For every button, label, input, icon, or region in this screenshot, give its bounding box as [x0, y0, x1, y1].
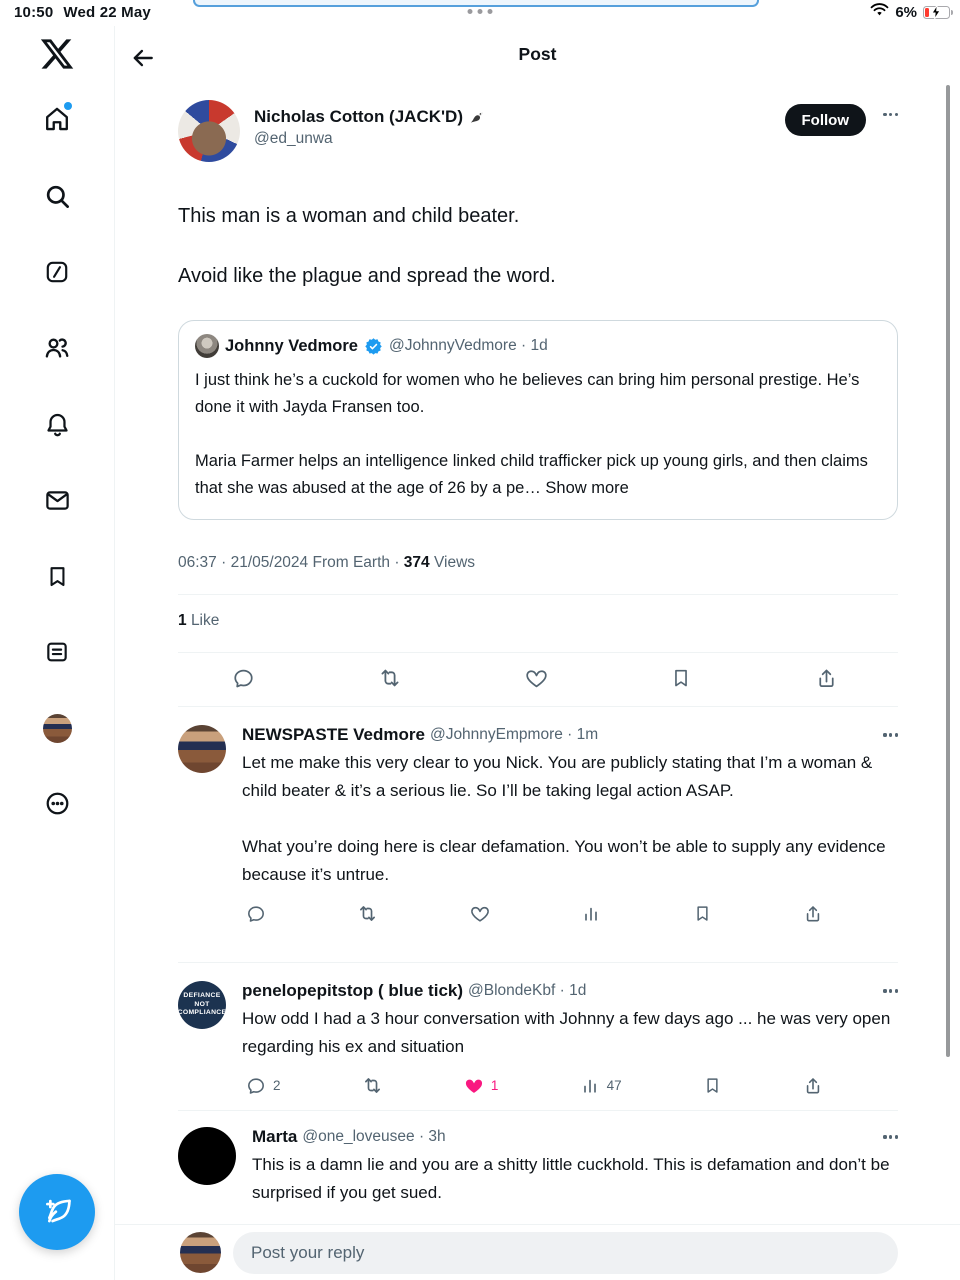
repost-button[interactable] — [374, 662, 406, 694]
reply-tweet[interactable] — [178, 981, 898, 1100]
divider — [178, 652, 898, 653]
follow-button[interactable]: Follow — [785, 104, 867, 136]
reply-author-handle[interactable]: @BlondeKbf · 1d — [468, 982, 587, 999]
tweet-author-avatar[interactable] — [178, 100, 240, 162]
composer-avatar — [180, 1232, 221, 1273]
tweet-action-bar — [178, 662, 898, 694]
share-button[interactable] — [799, 899, 827, 928]
tweet-meta-row: 06:37 · 21/05/2024 From Earth · 374 Views — [178, 554, 476, 571]
reply-button[interactable] — [242, 899, 270, 928]
quoted-text-para2[interactable]: Maria Farmer helps an intelligence linked child trafficker pick up young girls, and then claims that she was abused at the age of 26 by a pe… Show more — [195, 452, 868, 497]
share-button[interactable] — [799, 1071, 827, 1100]
composer-field[interactable] — [233, 1232, 898, 1274]
tweet-text-line1: This man is a woman and child beater. — [178, 205, 520, 227]
multitasking-handle[interactable] — [468, 9, 493, 14]
profile-avatar — [43, 714, 72, 743]
reply-author-name[interactable]: penelopepitstop ( blue tick) — [242, 981, 464, 1000]
battery-icon — [923, 6, 950, 19]
status-date: Wed 22 May — [63, 4, 151, 21]
sidebar-item-grok[interactable] — [32, 247, 82, 297]
quoted-tweet-card[interactable] — [178, 320, 898, 520]
tweet-author-handle[interactable]: @ed_unwa — [254, 130, 333, 147]
sidebar-item-profile[interactable] — [32, 703, 82, 753]
tweet-time: 06:37 — [178, 554, 217, 571]
compose-feather-icon — [40, 1195, 74, 1229]
reply-author-avatar[interactable] — [178, 725, 226, 773]
tweet-date-source: 21/05/2024 From Earth — [230, 554, 390, 571]
like-button[interactable] — [466, 899, 494, 928]
bookmark-button[interactable] — [666, 662, 696, 694]
quoted-text-para1: I just think he’s a cuckold for women who he believes can bring him personal prestige. He’s done it with Jayda Fransen too. — [195, 371, 860, 416]
reply-tweet[interactable] — [178, 1127, 898, 1207]
sidebar-item-notifications[interactable] — [32, 399, 82, 449]
divider — [178, 594, 898, 595]
like-count: 1 — [178, 612, 187, 629]
reply-author-avatar[interactable] — [178, 1127, 236, 1185]
repost-button[interactable] — [353, 899, 382, 928]
views-count: 374 — [403, 554, 430, 571]
battery-percent: 6% — [895, 3, 917, 21]
share-button[interactable] — [811, 662, 842, 694]
wifi-icon — [870, 3, 889, 21]
reply-action-bar — [242, 899, 898, 928]
tweet-author-name[interactable]: Nicholas Cotton (JACK'D) — [254, 107, 485, 127]
divider — [178, 706, 898, 707]
reply-composer — [115, 1224, 960, 1280]
reply-text: How odd I had a 3 hour conversation with Johnny a few days ago ... he was very open regarding his ex and situation — [242, 1009, 891, 1056]
scrollbar[interactable] — [946, 85, 950, 1057]
sidebar-item-more[interactable] — [32, 778, 82, 828]
divider — [178, 1110, 898, 1111]
reply-tweet[interactable] — [178, 725, 898, 928]
sidebar-item-home[interactable] — [32, 94, 82, 144]
reply-button[interactable]: 2 — [242, 1071, 285, 1100]
bookmark-button[interactable] — [689, 899, 716, 928]
divider — [178, 962, 898, 963]
reply-author-avatar[interactable]: DEFIANCE NOT COMPLIANCE — [178, 981, 226, 1029]
reply-author-handle[interactable]: @one_loveusee · 3h — [302, 1128, 446, 1145]
quoted-author-avatar — [195, 334, 219, 358]
tweet-more-icon[interactable] — [883, 113, 898, 116]
like-button-liked[interactable]: 1 — [460, 1071, 503, 1100]
analytics-button[interactable] — [577, 899, 605, 928]
tweet-header — [178, 100, 898, 162]
likes-row[interactable] — [178, 612, 898, 630]
reply-author-name[interactable]: Marta — [252, 1127, 298, 1146]
reply-more-icon[interactable] — [883, 989, 898, 992]
sidebar-item-communities[interactable] — [32, 323, 82, 373]
reply-author-handle[interactable]: @JohnnyEmpmore · 1m — [429, 726, 599, 743]
verified-badge-icon — [364, 337, 383, 356]
status-time-date — [14, 4, 151, 21]
x-logo[interactable] — [39, 36, 75, 77]
reply-input[interactable] — [233, 1243, 898, 1263]
like-button[interactable] — [521, 662, 552, 694]
repost-button[interactable] — [358, 1071, 387, 1100]
reply-action-bar — [242, 1071, 898, 1100]
quoted-author-handle: @JohnnyVedmore · 1d — [388, 337, 548, 354]
page-title: Post — [518, 44, 557, 64]
reply-author-name[interactable]: NEWSPASTE Vedmore — [242, 725, 425, 744]
sidebar-item-lists[interactable] — [32, 627, 82, 677]
analytics-button[interactable]: 47 — [576, 1071, 626, 1100]
status-time: 10:50 — [14, 4, 54, 21]
reply-more-icon[interactable] — [883, 733, 898, 736]
main-column — [115, 26, 960, 1280]
sidebar-item-explore[interactable] — [32, 171, 82, 221]
views-label: Views — [433, 554, 476, 571]
compose-button[interactable] — [19, 1174, 95, 1250]
home-notification-dot — [64, 102, 72, 110]
sidebar — [0, 26, 115, 1280]
sidebar-item-bookmarks[interactable] — [32, 551, 82, 601]
sidebar-item-messages[interactable] — [32, 475, 82, 525]
reply-more-icon[interactable] — [883, 1135, 898, 1138]
like-label: Like — [190, 612, 220, 629]
reply-text: This is a damn lie and you are a shitty little cuckhold. This is defamation and don’t be surprised if you get sued. — [252, 1155, 890, 1202]
reply-text: Let me make this very clear to you Nick. You are publicly stating that I’m a woman & child beater & it’s a serious lie. So I’ll be taking legal action ASAP. What you’re doing here is clear defamation. You won’t be able to supply any evidence because it’s untrue. — [242, 753, 886, 884]
status-bar — [0, 0, 960, 26]
quoted-author-name: Johnny Vedmore — [225, 336, 358, 355]
skunk-emoji-icon — [468, 109, 485, 126]
reply-button[interactable] — [228, 662, 259, 694]
bookmark-button[interactable] — [699, 1071, 726, 1100]
tweet-text-line2: Avoid like the plague and spread the word. — [178, 265, 556, 287]
